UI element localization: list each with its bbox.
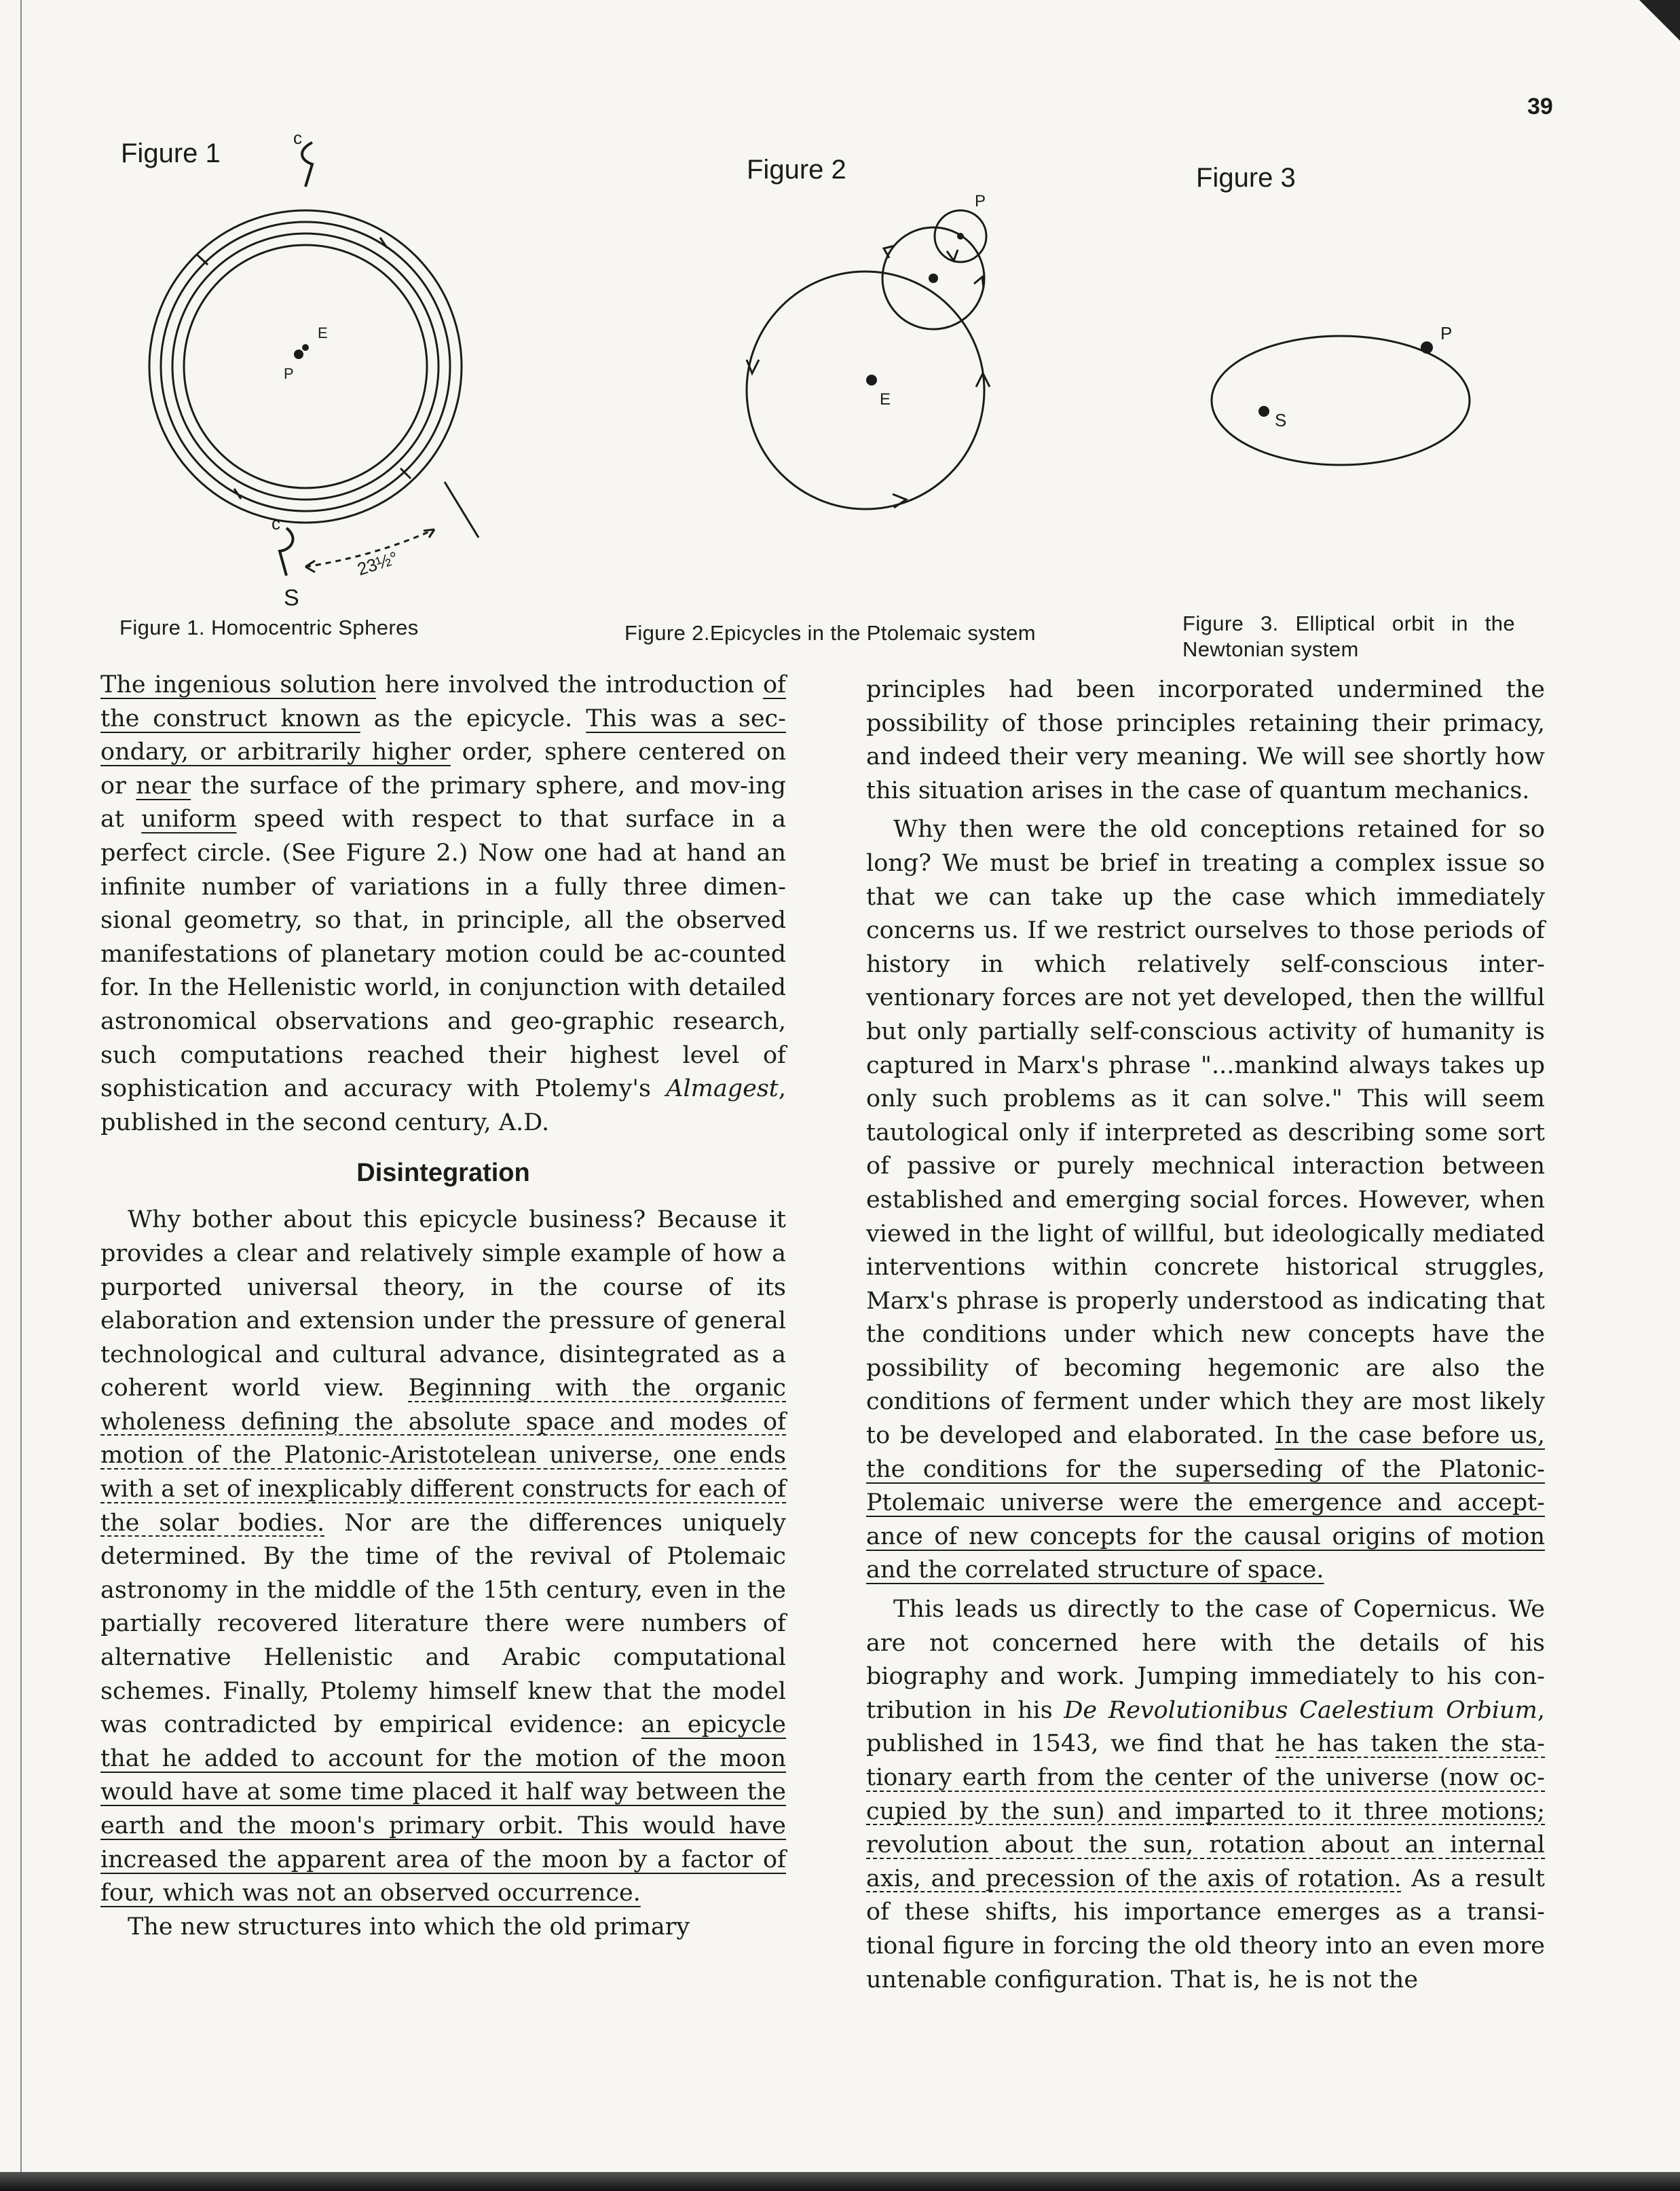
text-run: As a result of these shifts, his importance emerges as a transi-tional figure in forcing the old theory into an even more untenable configuration. That is, he is not the (866, 1865, 1545, 1993)
text-run: Why then were the old conceptions retained for so long? We must be brief in treating a complex issue so that we can take up the case which immediately concerns us. If we restrict ourselves to those periods of history in which relatively self-conscious inter-ventionary forces are not yet developed, then the willful but only partially self-conscious activity of humanity is captured in Marx's phrase "...mankind always takes up only such problems as it can solve." This will seem tautological only if interpreted as describing some sort of passive or purely mechnical interaction between established and emerging social forces. However, when viewed in the light of willful, but ideologically mediated interventions within concrete historical struggles, Marx's phrase is properly understood as indicating that the conditions under which new concepts have the possibility of becoming hegemonic are also the conditions of ferment under which they are most likely to be developed and elaborated. (866, 816, 1545, 1450)
page-number: 39 (1527, 94, 1553, 119)
figure-2-title: Figure 2 (747, 155, 846, 185)
right-text-column (866, 673, 1545, 1997)
figure-3-label-p: P (1440, 323, 1453, 343)
right-paragraph-1: principles had been incorporated undermined the possibility of those principles retaining their primacy, and indeed their very meaning. We will see shortly how this situation arises in the case of quantum mechanics. (866, 676, 1545, 804)
text-run: This leads us directly to the case of Copernicus. We are not concerned here with the details of his biography and work. Jumping immediately to his con-tribution in his (866, 1596, 1545, 1724)
figure-1-label-c-bottom: c (272, 513, 280, 533)
right-paragraph-2 (866, 813, 1545, 1588)
figure-1-label-s: S (284, 585, 299, 611)
figure-3-caption-line-2: Newtonian system (1182, 637, 1359, 661)
text-run: the surface of the primary sphere, and mov-ing at (100, 772, 786, 834)
underlined-text: of the construct known (100, 671, 786, 732)
text-run: Nor are the differences uniquely determined. By the time of the revival of Ptolemaic astronomy in the middle of the 15th century, even in the partially recovered literature there were numbers of alternative Hellenistic and Arabic computational schemes. Finally, Ptolemy himself knew that the model was contradicted by empirical evidence: (100, 1509, 786, 1739)
underlined-text: uniform (141, 806, 237, 834)
text-run: , published in 1543, we find that (866, 1696, 1545, 1758)
figure-1-angle-label: 23½° (354, 547, 400, 580)
left-text-column (100, 669, 786, 1944)
text-run: Why bother about this epicycle business? Because it provides a clear and relatively simple example of how a purported universal theory, in the course of its elaboration and extension under the pressure of general technological and cultural advance, disintegrated as a coherent world view. (100, 1206, 786, 1402)
right-paragraph-3 (866, 1593, 1545, 1997)
section-heading-disintegration: Disintegration (356, 1159, 530, 1188)
text-run: , published in the second century, A.D. (100, 1075, 786, 1136)
figure-1-caption: Figure 1. Homocentric Spheres (119, 616, 419, 639)
figure-2-caption: Figure 2.Epicycles in the Ptolemaic system (624, 621, 1037, 645)
underlined-text: he has taken the sta-tionary earth from the center of the universe (now oc-cupied by the sun) and imparted to it three motions; revolution about the sun, rotation about an internal axis, and precession of the axis of rotation. (866, 1730, 1545, 1892)
underlined-text: Beginning with the organic wholeness defining the absolute space and modes of motion of the Platonic-Aristotelean universe, one ends with a set of inexplicably different constructs for each of the solar bodies. (100, 1374, 787, 1537)
figure-3-title: Figure 3 (1196, 163, 1296, 193)
figure-3-elliptical-orbit (1201, 305, 1487, 482)
underlined-text: This was a sec-ondary, or arbitrarily higher (100, 705, 786, 766)
figure-2-label-p: P (975, 192, 986, 210)
italic-title-almagest: Almagest (666, 1075, 779, 1103)
figure-3-caption-line-1: Figure 3. Elliptical orbit in the (1182, 612, 1515, 635)
figure-2-label-e: E (880, 390, 891, 409)
left-paragraph-3: The new structures into which the old primary (128, 1913, 690, 1941)
page-edge (20, 0, 22, 2191)
figure-1-label-e: E (318, 324, 328, 341)
italic-title-de-revolutionibus: De Revolutionibus Caelestium Orbium (1064, 1696, 1537, 1724)
figure-2-epicycles (720, 183, 1018, 523)
underlined-text: an epicycle that he added to account for the motion of the moon would have at some time placed it half way between the earth and the moon's primary orbit. This would have increased the apparent area of the moon by a factor of four, which was not an observed occurrence. (100, 1711, 786, 1907)
figure-1-title: Figure 1 (121, 138, 221, 168)
scan-bottom-edge (0, 2172, 1680, 2191)
figure-1-label-c-top: c (293, 128, 302, 148)
page-corner-mark (1639, 0, 1680, 41)
left-paragraph-2 (100, 1203, 786, 1910)
underlined-text: In the case before us, the conditions for the superseding of the Platonic-Ptolemaic universe were the emergence and accept-ance of new concepts for the causal origins of motion and the correlated structure of space. (866, 1422, 1545, 1584)
underlined-text: near (136, 772, 191, 800)
left-paragraph-1 (100, 669, 786, 1140)
text-run: order, sphere centered on or (100, 738, 786, 800)
figure-3-caption (1182, 611, 1515, 662)
underlined-text: The ingenious solution (100, 671, 377, 698)
figure-1-label-p: P (284, 365, 294, 382)
figure-1-homocentric-spheres (102, 122, 509, 618)
figure-3-label-s: S (1275, 410, 1287, 430)
text-run: here involved the introduction (376, 671, 763, 698)
text-run: as the epicycle. (360, 705, 586, 732)
text-run: speed with respect to that surface in a perfect circle. (See Figure 2.) Now one had at hand an infinite number of variations in a fully three dimen-sional geometry, so that, in principle, all the observed manifestations of planetary motion could be ac-counted for. In the Hellenistic world, in conjunction with detailed astronomical observations and geo-graphic research, such computations reached their highest level of sophistication and accuracy with Ptolemy's (100, 806, 787, 1103)
